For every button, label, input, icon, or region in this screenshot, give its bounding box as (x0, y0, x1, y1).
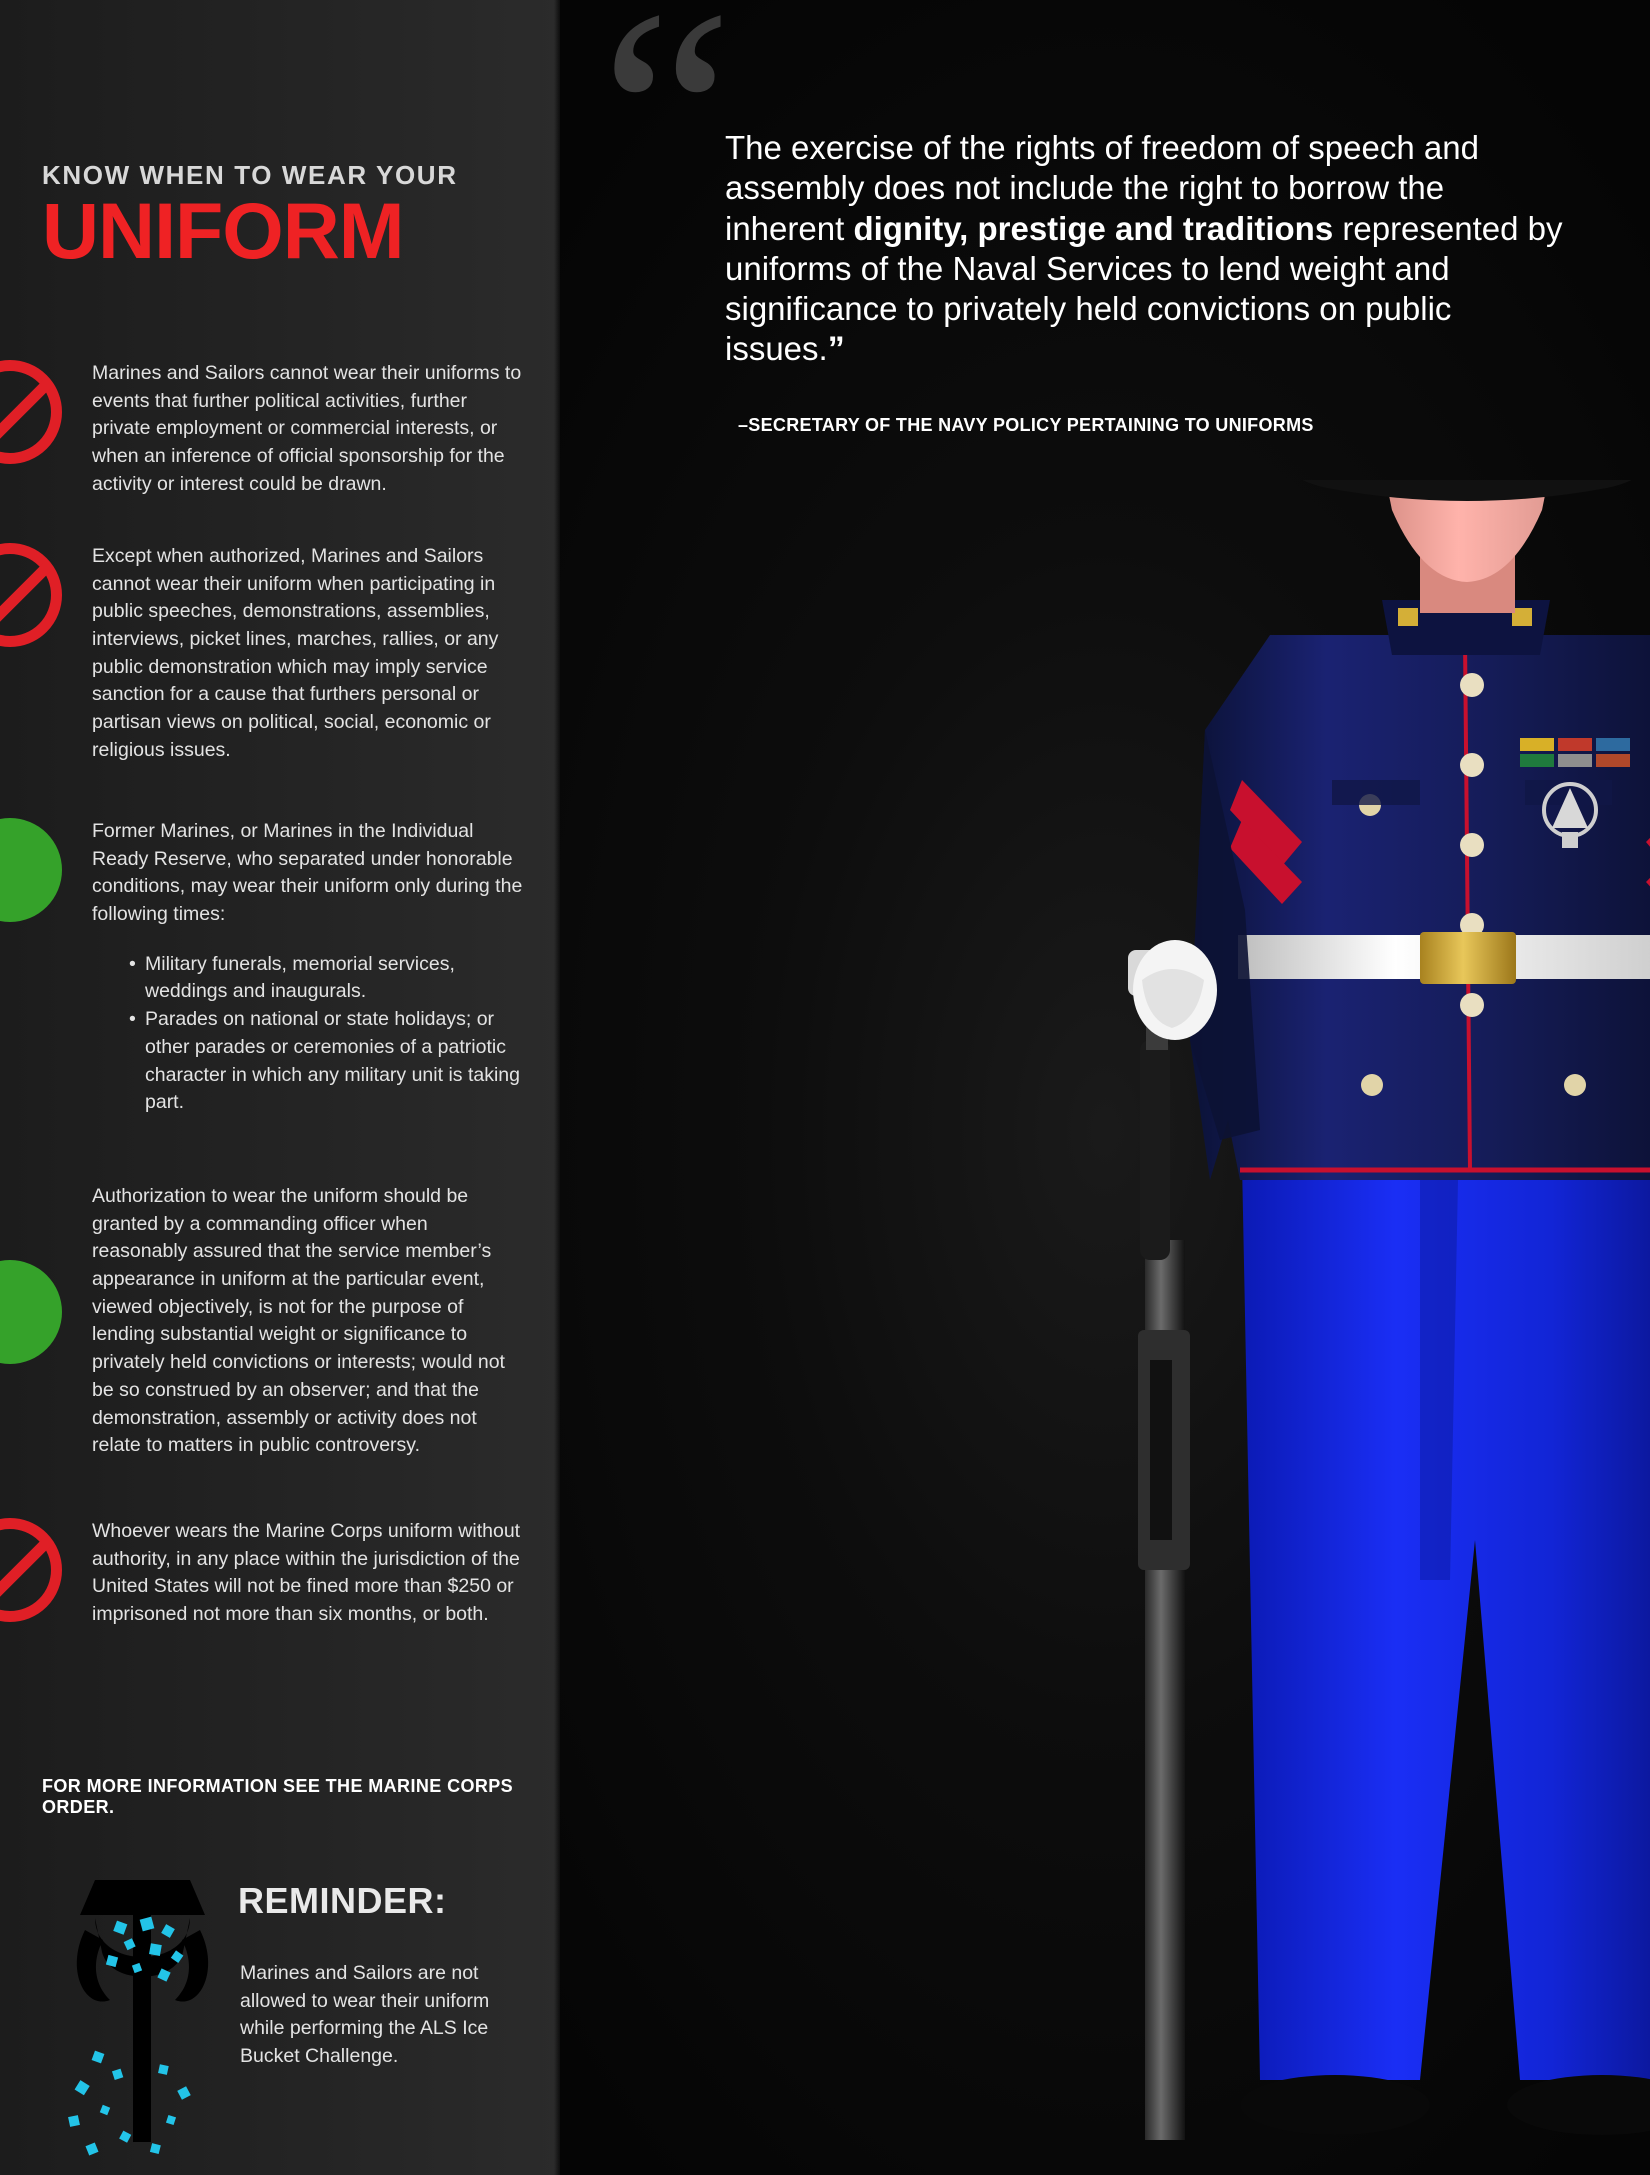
rule-3-bullet-list (92, 951, 527, 1117)
sidebar-panel (0, 0, 560, 2175)
rule-text-1: Marines and Sailors cannot wear their uniforms to events that further political activities, further private employment or commercial interests, or when an inference of official sponsorship for the activity or interest could be drawn. (92, 362, 522, 495)
rule-paragraph-3 (92, 818, 527, 1117)
quote-part-2: represented by uniforms of the Naval Services to lend weight and significance to privately held convictions on public issues. (725, 209, 1563, 368)
rule-text-2: Except when authorized, Marines and Sailors cannot wear their uniform when participating in public speeches, demonstrations, assemblies, interviews, picket lines, marches, rallies, or any public demonstration which may imply service sanction for a cause that furthers personal or partisan views on political, social, economic or religious issues. (92, 545, 499, 761)
quote-emphasis: dignity, prestige and traditions (853, 209, 1334, 247)
shoe-left (1240, 2075, 1430, 2135)
headline-kicker: KNOW WHEN TO WEAR YOUR (42, 160, 458, 190)
close-quote-icon: ” (827, 330, 845, 369)
quote-part-1: The exercise of the rights of freedom of speech and assembly does not include the right to borrow the inherent (725, 129, 1479, 247)
rule-paragraph-5 (92, 1518, 527, 1629)
quote-attribution: –SECRETARY OF THE NAVY POLICY PERTAINING TO UNIFORMS (738, 415, 1314, 435)
rule-paragraph-2 (92, 543, 527, 765)
marine-dress-blues-figure (1120, 480, 1650, 2175)
ice-bucket-challenge-icon (55, 1860, 230, 2160)
belt-buckle (1420, 932, 1516, 984)
rule-text-4: Authorization to wear the uniform should be granted by a commanding officer when reasonably assured that the service member’s appearance in uniform at the particular event, viewed objectively, is not for the purpose of lending substantial weight or significance to privately held convictions or interests; would not be so construed by an observer; and that the demonstration, assembly or activity does not relate to matters in public controversy. (92, 1185, 505, 1457)
prohibition-icon-3 (0, 1518, 62, 1622)
rule-text-5: Whoever wears the Marine Corps uniform without authority, in any place within the jurisdiction of the United States will not be fined more than $250 or imprisoned not more than six months, or both. (92, 1520, 521, 1626)
rule-paragraph-1 (92, 360, 527, 498)
rule-text-3: Former Marines, or Marines in the Individual Ready Reserve, who separated under honorable conditions, may wear their uniform only during the following times: (92, 820, 523, 926)
page-title: UNIFORM (42, 186, 404, 275)
list-item: • Military funerals, memorial services, weddings and inaugurals. (127, 951, 527, 1006)
list-item: • Parades on national or state holidays; or other parades or ceremonies of a patriotic character in which any military unit is taking part. (127, 1006, 527, 1117)
headline-block (42, 160, 542, 275)
pull-quote (725, 128, 1565, 371)
more-information-note: FOR MORE INFORMATION SEE THE MARINE CORPS ORDER. (42, 1776, 514, 1817)
collar-emblem-left (1398, 608, 1418, 626)
main-panel (560, 0, 1650, 2175)
rule-paragraph-4 (92, 1183, 527, 1460)
pocket-flap-left (1332, 780, 1420, 805)
sword-icon (1128, 950, 1190, 2140)
reminder-title: REMINDER: (238, 1880, 447, 1921)
dress-blue-coat (1190, 635, 1650, 1180)
white-glove (1133, 940, 1217, 1040)
dress-cap (1267, 480, 1650, 501)
prohibition-icon-2 (0, 543, 62, 647)
reminder-text: Marines and Sailors are not allowed to wear their uniform while performing the ALS Ice Bucket Challenge. (240, 1962, 490, 2068)
prohibition-icon-1 (0, 360, 62, 464)
shoe-right (1507, 2075, 1650, 2135)
permitted-icon-1 (0, 818, 62, 922)
open-quote-icon: “ (600, 0, 734, 280)
permitted-icon-2 (0, 1260, 62, 1364)
